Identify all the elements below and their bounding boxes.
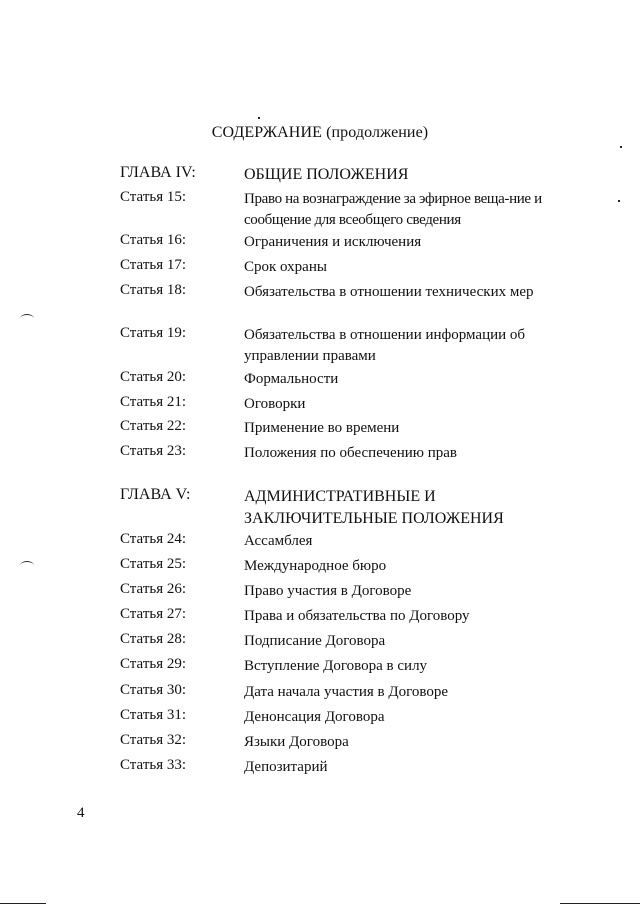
toc-text: Дата начала участия в Договоре: [244, 684, 449, 700]
toc-text: Вступление Договора в силу: [244, 658, 428, 674]
toc-label: Статья 21:: [120, 394, 187, 410]
toc-label: Статья 19:: [120, 325, 187, 341]
scan-speck: [258, 117, 260, 119]
toc-text: Право участия в Договоре: [244, 583, 412, 599]
toc-label: ГЛАВА IV:: [120, 164, 196, 181]
toc-text: Подписание Договора: [244, 633, 386, 649]
toc-label: Статья 23:: [120, 443, 187, 459]
toc-text: Ассамблея: [244, 533, 313, 549]
toc-label: Статья 25:: [120, 556, 187, 572]
toc-text: Права и обязательства по Договору: [244, 608, 470, 624]
scan-mark: [20, 314, 34, 323]
page-number: 4: [77, 805, 85, 821]
toc-text: Положения по обеспечению прав: [244, 445, 457, 461]
scan-mark: [20, 561, 34, 570]
toc-text: Языки Договора: [244, 734, 349, 750]
toc-text: Обязательства в отношении технических мер: [244, 284, 534, 300]
toc-label: Статья 26:: [120, 581, 187, 597]
toc-label: ГЛАВА V:: [120, 486, 191, 503]
toc-text: Международное бюро: [244, 558, 387, 574]
scan-speck: [620, 146, 622, 148]
toc-text: Ограничения и исключения: [244, 234, 422, 250]
toc-text: Обязательства в отношении информации об управлении правами: [244, 327, 526, 364]
toc-text: Оговорки: [244, 396, 306, 412]
toc-label: Статья 18:: [120, 282, 187, 298]
toc-text: Денонсация Договора: [244, 709, 385, 725]
page-title: СОДЕРЖАНИЕ (продолжение): [211, 124, 429, 141]
toc-label: Статья 24:: [120, 531, 187, 547]
toc-label: Статья 30:: [120, 682, 187, 698]
toc-text: Право на вознаграждение за эфирное веща-ние и сообщение для всеобщего сведения: [244, 191, 542, 228]
toc-label: Статья 17:: [120, 257, 187, 273]
toc-text: АДМИНИСТРАТИВНЫЕ И ЗАКЛЮЧИТЕЛЬНЫЕ ПОЛОЖЕНИЯ: [244, 488, 504, 527]
toc-label: Статья 29:: [120, 656, 187, 672]
toc-label: Статья 32:: [120, 732, 187, 748]
toc-label: Статья 27:: [120, 606, 187, 622]
toc-text: Срок охраны: [244, 259, 327, 275]
scan-speck: [618, 200, 620, 202]
scan-edge-line: [560, 903, 640, 904]
scan-edge-line: [0, 903, 46, 904]
toc-label: Статья 20:: [120, 369, 187, 385]
toc-label: Статья 31:: [120, 707, 187, 723]
toc-label: Статья 16:: [120, 232, 187, 248]
toc-label: Статья 22:: [120, 418, 187, 434]
toc-text: Формальности: [244, 371, 339, 387]
toc-text: ОБЩИЕ ПОЛОЖЕНИЯ: [244, 166, 409, 183]
toc-text: Депозитарий: [244, 759, 328, 775]
toc-text: Применение во времени: [244, 420, 400, 436]
toc-label: Статья 33:: [120, 757, 187, 773]
toc-label: Статья 15:: [120, 189, 187, 205]
toc-label: Статья 28:: [120, 631, 187, 647]
